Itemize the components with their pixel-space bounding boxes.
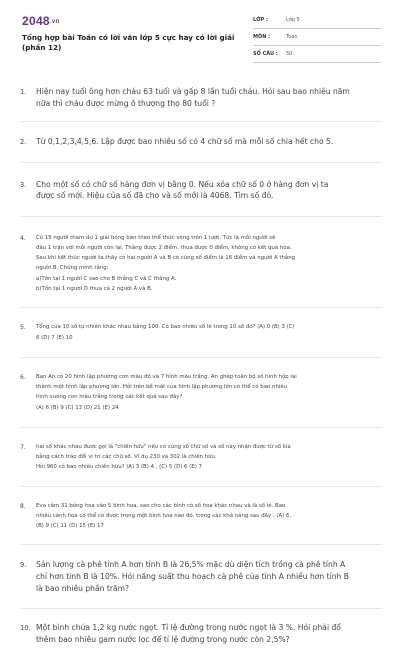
question-line: Eva cắm 31 bông hoa vào 5 bình hoa, sao cho các bình có số hoa khác nhau và là số lẻ. Bao	[36, 502, 286, 509]
question-line: Sau khi kết thúc người ta thấy có hai người A và B có cùng số điểm là 16 điểm và người A thắng	[36, 255, 296, 262]
question-number: 2.	[20, 138, 27, 147]
question-number: 9.	[20, 561, 27, 570]
question-text	[36, 501, 382, 532]
question-text	[36, 179, 382, 202]
question-text	[36, 622, 382, 645]
logo-text: 2048	[22, 14, 50, 28]
question-line: b)Tồn tại 1 người D thua cả 2 người A và B.	[36, 285, 153, 292]
question-number: 6.	[20, 373, 26, 381]
info-label: LỚP :	[253, 17, 268, 23]
question-item	[20, 609, 382, 651]
question-line: (A) 6 (B) 9 (C) 13 (D) 21 (E) 24	[36, 404, 119, 411]
info-row-subject	[253, 29, 381, 46]
question-number: 7.	[20, 443, 26, 451]
question-item	[20, 163, 382, 217]
question-text	[36, 442, 382, 473]
info-label: MÔN :	[253, 34, 271, 40]
question-line: Bạn An có 20 hình lập phương con màu đỏ và 7 hình màu trắng. An ghép toàn bộ số hình hộp lại	[36, 373, 297, 380]
info-row-count	[253, 46, 381, 63]
info-label: SỐ CÂU :	[253, 51, 278, 57]
question-line: hai số khác nhau được gọi là "chiến hữu" nếu có cùng số chữ số và số này nhận được từ số kia	[36, 443, 291, 450]
question-line: 6 (D) 7 (E) 10	[36, 334, 73, 341]
question-line: hình vuông con màu trắng trong các kết quả sau đây?	[36, 394, 183, 401]
question-number: 3.	[20, 180, 27, 189]
info-panel	[253, 12, 381, 63]
question-line: Sản lượng cà phê tỉnh A hơn tỉnh B là 26,5% mặc dù diện tích trồng cà phê tỉnh A	[36, 560, 346, 570]
question-text	[36, 322, 382, 343]
question-text	[36, 136, 382, 148]
question-item	[20, 122, 382, 163]
question-list	[0, 64, 400, 651]
info-value: 50	[286, 51, 293, 57]
info-value: Toán	[286, 34, 298, 40]
document-title: Tổng hợp bài Toán có lời văn lớp 5 cực hay có lời giải (phần 12)	[22, 33, 235, 52]
question-line: Một bình chứa 1,2 kg nước ngọt. Tỉ lệ đường trong nước ngọt là 3 %. Hỏi phải đổ	[36, 623, 341, 633]
question-number: 10.	[20, 624, 31, 633]
question-line: chỉ hơn tỉnh B là 10%. Hỏi năng suất thu hoạch cà phê của tỉnh A nhiều hơn tỉnh B	[36, 571, 349, 581]
question-number: 8.	[20, 502, 26, 510]
question-text	[36, 559, 382, 594]
question-line: Cho một số có chữ số hàng đơn vị bằng 0. Nếu xóa chữ số 0 ở hàng đơn vị ta	[36, 179, 329, 189]
question-line: Hỏi 960 có bao nhiêu chiến hữu? (A) 3 (B) 4 , (C) 5 (D) 6 (E) 7	[36, 464, 202, 471]
question-text	[36, 86, 382, 109]
question-line: nhiêu cành hoa có thể có được trong một bình hoa nào đó, trong các khả năng sau đây : (A) 6,	[36, 512, 292, 519]
question-line: bằng cách tráo đổi vị trí các chữ số. Ví dụ 230 và 302 là chiến hữu.	[36, 454, 217, 461]
question-line: là bao nhiêu phần trăm?	[36, 583, 130, 593]
question-number: 5.	[20, 324, 26, 332]
question-line: Có 15 người tham dự 1 giải bóng bàn theo thể thức vòng tròn 1 lượt. Tức là mỗi người sẽ	[36, 234, 276, 241]
question-line: đấu 1 trận với mỗi người còn lại. Thắng được 2 điểm, thua được 0 điểm, không có kết quả hòa.	[36, 244, 292, 251]
question-line: (B) 9 (C) 11 (D) 15 (E) 17	[36, 523, 104, 530]
question-item	[20, 358, 382, 428]
info-row-class	[253, 12, 381, 29]
question-line: thêm bao nhiêu gam nước lọc để tỉ lệ đường trong nước còn 2,5%?	[36, 634, 290, 644]
logo-tld: .vn	[49, 18, 60, 25]
page-header	[0, 0, 400, 64]
question-line: Từ 0,1,2,3,4,5,6. Lập được bao nhiêu số có 4 chữ số mà mỗi số chia hết cho 5.	[36, 137, 334, 147]
question-line: a)Tồn tại 1 người C sao cho B thắng C và C thắng A.	[36, 275, 177, 282]
question-item	[20, 545, 382, 609]
question-item	[20, 428, 382, 487]
question-line: Hiện nay tuổi ông hơn cháu 63 tuổi và gấp 8 lần tuổi cháu. Hỏi sau bao nhiêu năm	[36, 87, 350, 96]
question-item	[20, 487, 382, 546]
question-line: thành một hình lập phương lớn. Hỏi trên bề mặt của hình lập phương lớn có thể có bao nhiêu	[36, 384, 288, 391]
question-item	[20, 86, 382, 122]
question-line: Tổng của 10 số tự nhiên khác nhau bằng 100. Có bao nhiêu số lẻ trong 10 số đó? (A) 0 (B) 3 (C)	[36, 324, 295, 331]
question-number: 1.	[20, 88, 27, 96]
question-line: được số mới. Hiệu của số đã cho và số mới là 4068. Tìm số đó.	[36, 191, 274, 201]
question-line: người B. Chứng minh rằng:	[36, 265, 109, 272]
question-line: nữa thì cháu được mừng ô thượng thọ 80 tuổi ?	[36, 98, 216, 108]
question-text	[36, 372, 382, 413]
question-item	[20, 217, 382, 309]
question-number: 4.	[20, 234, 26, 242]
info-value: Lớp 5	[286, 17, 300, 23]
question-text	[36, 233, 382, 295]
question-item	[20, 308, 382, 358]
